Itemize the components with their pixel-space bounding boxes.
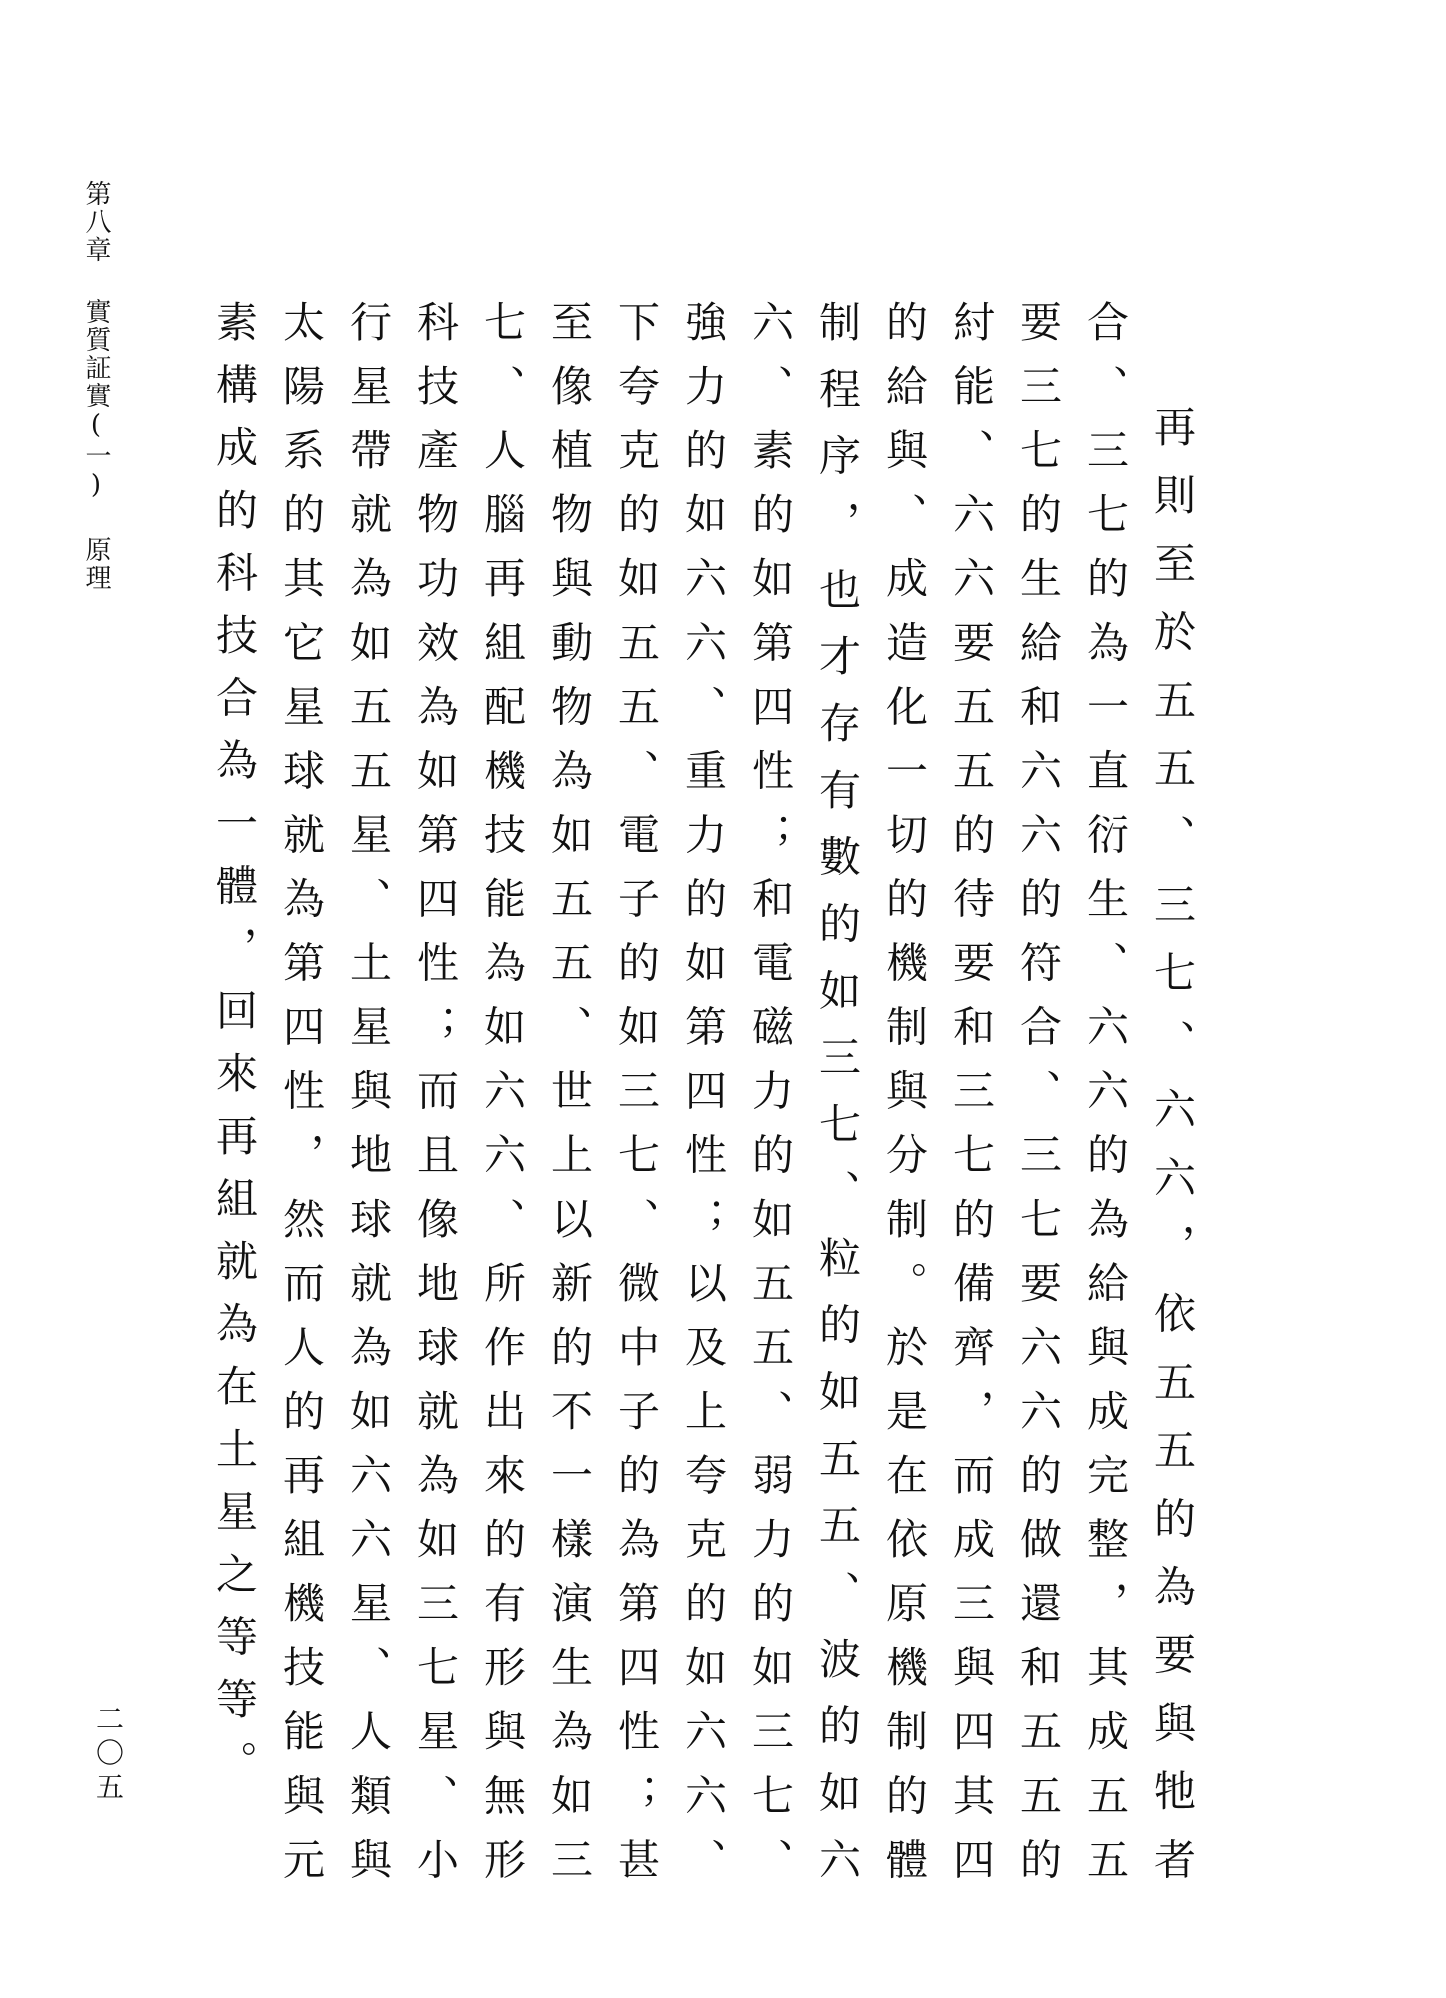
page-number: 二〇五 xyxy=(92,1704,125,1806)
paragraph xyxy=(196,300,201,1900)
running-header xyxy=(76,180,116,700)
section-title: 實質証實(一) xyxy=(81,298,111,502)
paragraph: 再則至於五五、三七、六六，依五五的為要與牠者合、三七的為一直衍生、六六的為給與成完整，其成五五要三七的生給和六六的符合、三七要六六的做還和五五的紂能、六六要五五的待要和三七的備齊，而成三與四其四的給與、成造化一切的機制與分制。於是在依原機制的體制程序，也才存有數的如三七、粒的如五五、波的如六六、素的如第四性；和電磁力的如五五、弱力的如三七、強力的如六六、重力的如第四性；以及上夸克的如六六、下夸克的如五五、電子的如三七、微中子的為第四性；甚至像植物與動物為如五五、世上以新的不一樣演生為如三七、人腦再組配機技能為如六六、所作出來的有形與無形科技產物功效為如第四性；而且像地球就為如三七星、小行星帶就為如五五星、土星與地球就為如六六星、人類與太陽系的其它星球就為第四性，然而人的再組機技能與元素構成的科技合為一體，回來再組就為在土星之等等。 xyxy=(210,300,1197,1900)
body-text xyxy=(196,300,1206,1900)
topic-label: 原理 xyxy=(81,536,111,592)
chapter-label: 第八章 xyxy=(81,180,111,264)
